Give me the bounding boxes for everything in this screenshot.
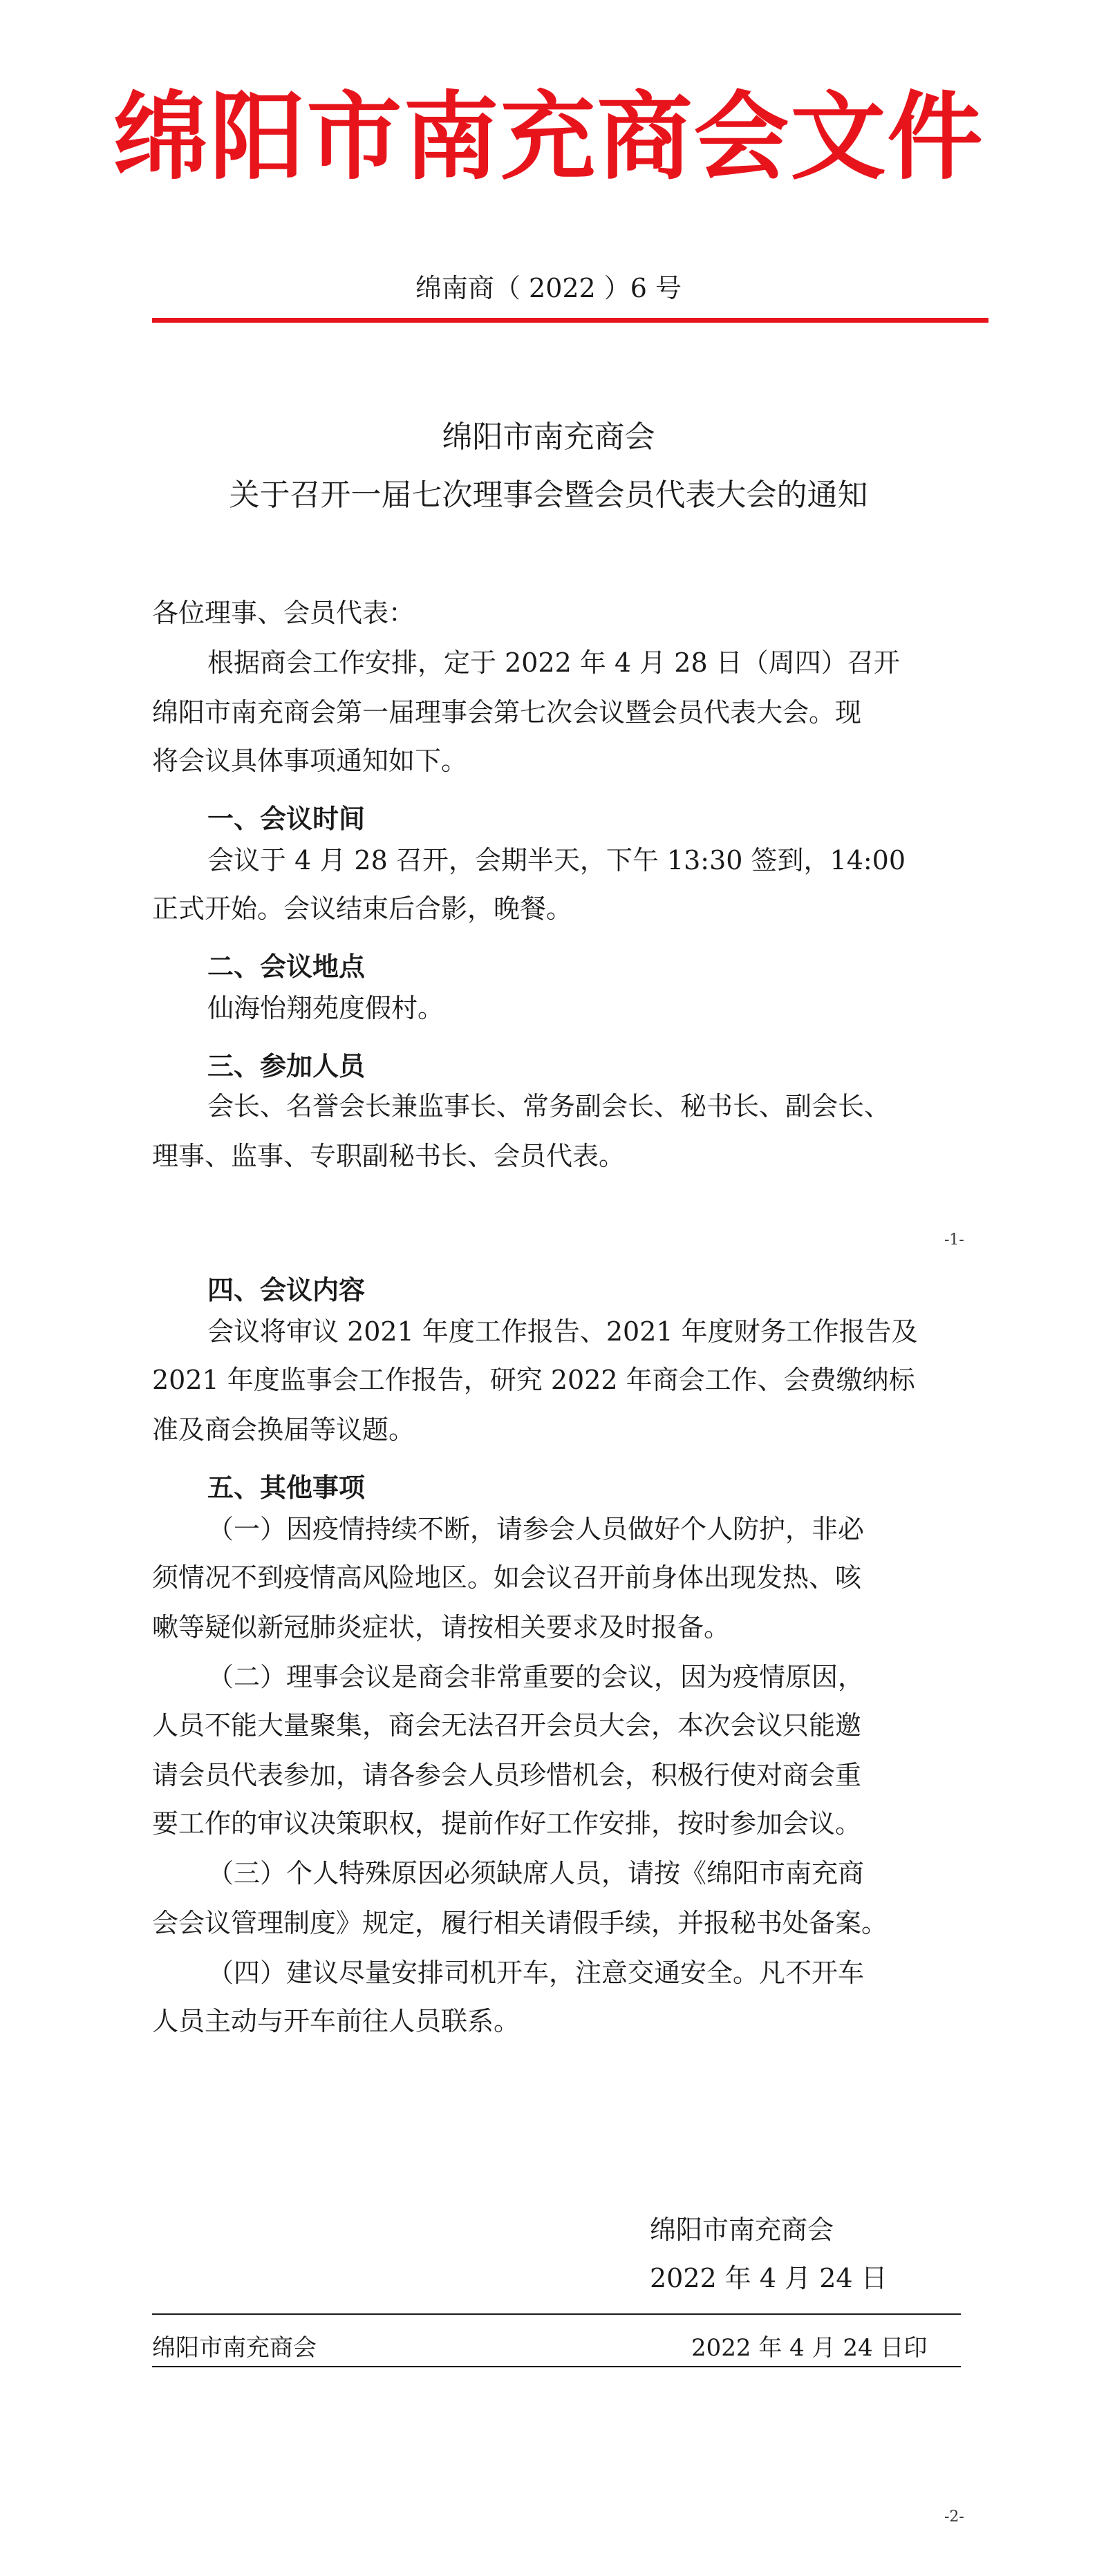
section-heading-time: 一、会议时间 [207, 804, 366, 834]
other-item-line: 请会员代表参加，请各参会人员珍惜机会，积极行使对商会重 [152, 1760, 862, 1790]
other-item-line: 须情况不到疫情高风险地区。如会议召开前身体出现发热、咳 [152, 1562, 862, 1593]
other-item-line: 嗽等疑似新冠肺炎症状，请按相关要求及时报备。 [152, 1612, 731, 1642]
section-text-time: 正式开始。会议结束后合影，晚餐。 [152, 893, 573, 924]
notice-title-line2: 关于召开一届七次理事会暨会员代表大会的通知 [229, 477, 868, 513]
other-item-line: （四）建议尽量安排司机开车，注意交通安全。凡不开车 [207, 1958, 865, 1988]
other-item-line: （一）因疫情持续不断，请参会人员做好个人防护，非必 [207, 1514, 865, 1544]
other-item-line: （三）个人特殊原因必须缺席人员，请按《绵阳市南充商 [207, 1858, 865, 1888]
salutation: 各位理事、会员代表： [152, 598, 415, 628]
document-header-title: 绵阳市南充商会文件 [113, 82, 984, 193]
other-item-line: 会会议管理制度》规定，履行相关请假手续，并报秘书处备案。 [152, 1908, 888, 1938]
footer-bottom-rule [152, 2366, 961, 2367]
section-text-attendees: 会长、名誉会长兼监事长、常务副会长、秘书长、副会长、 [207, 1091, 891, 1121]
section-heading-other: 五、其他事项 [207, 1472, 366, 1503]
section-text-content: 会议将审议 2021 年度工作报告、2021 年度财务工作报告及 [207, 1316, 918, 1347]
intro-line: 绵阳市南充商会第一届理事会第七次会议暨会员代表大会。现 [152, 697, 862, 728]
footer-issuer: 绵阳市南充商会 [152, 2334, 317, 2362]
section-text-location: 仙海怡翔苑度假村。 [207, 993, 444, 1023]
section-text-attendees: 理事、监事、专职副秘书长、会员代表。 [152, 1141, 626, 1171]
section-text-content: 2021 年度监事会工作报告，研究 2022 年商会工作、会费缴纳标 [152, 1365, 915, 1395]
notice-title-line1: 绵阳市南充商会 [442, 419, 655, 455]
other-item-line: 要工作的审议决策职权，提前作好工作安排，按时参加会议。 [152, 1808, 862, 1839]
page-number: -2- [944, 2508, 964, 2526]
page-number: -1- [944, 1231, 964, 1249]
footer-top-rule [152, 2313, 961, 2315]
section-heading-attendees: 三、参加人员 [207, 1051, 366, 1081]
section-text-time: 会议于 4 月 28 召开，会期半天，下午 13:30 签到，14:00 [207, 845, 906, 875]
section-text-content: 准及商会换届等议题。 [152, 1414, 415, 1445]
other-item-line: （二）理事会议是商会非常重要的会议，因为疫情原因， [207, 1662, 865, 1692]
other-item-line: 人员主动与开车前往人员联系。 [152, 2006, 521, 2036]
signature-date: 2022 年 4 月 24 日 [650, 2263, 888, 2293]
signature-org: 绵阳市南充商会 [650, 2215, 834, 2245]
section-heading-location: 二、会议地点 [207, 951, 366, 982]
document-number: 绵南商（ 2022 ）6 号 [415, 273, 682, 303]
intro-line: 将会议具体事项通知如下。 [152, 746, 468, 776]
footer-print-date: 2022 年 4 月 24 日印 [691, 2334, 928, 2362]
intro-line: 根据商会工作安排，定于 2022 年 4 月 28 日（周四）召开 [207, 647, 900, 678]
section-heading-content: 四、会议内容 [207, 1275, 366, 1305]
other-item-line: 人员不能大量聚集，商会无法召开会员大会，本次会议只能邀 [152, 1710, 862, 1741]
red-header-rule [152, 318, 988, 323]
